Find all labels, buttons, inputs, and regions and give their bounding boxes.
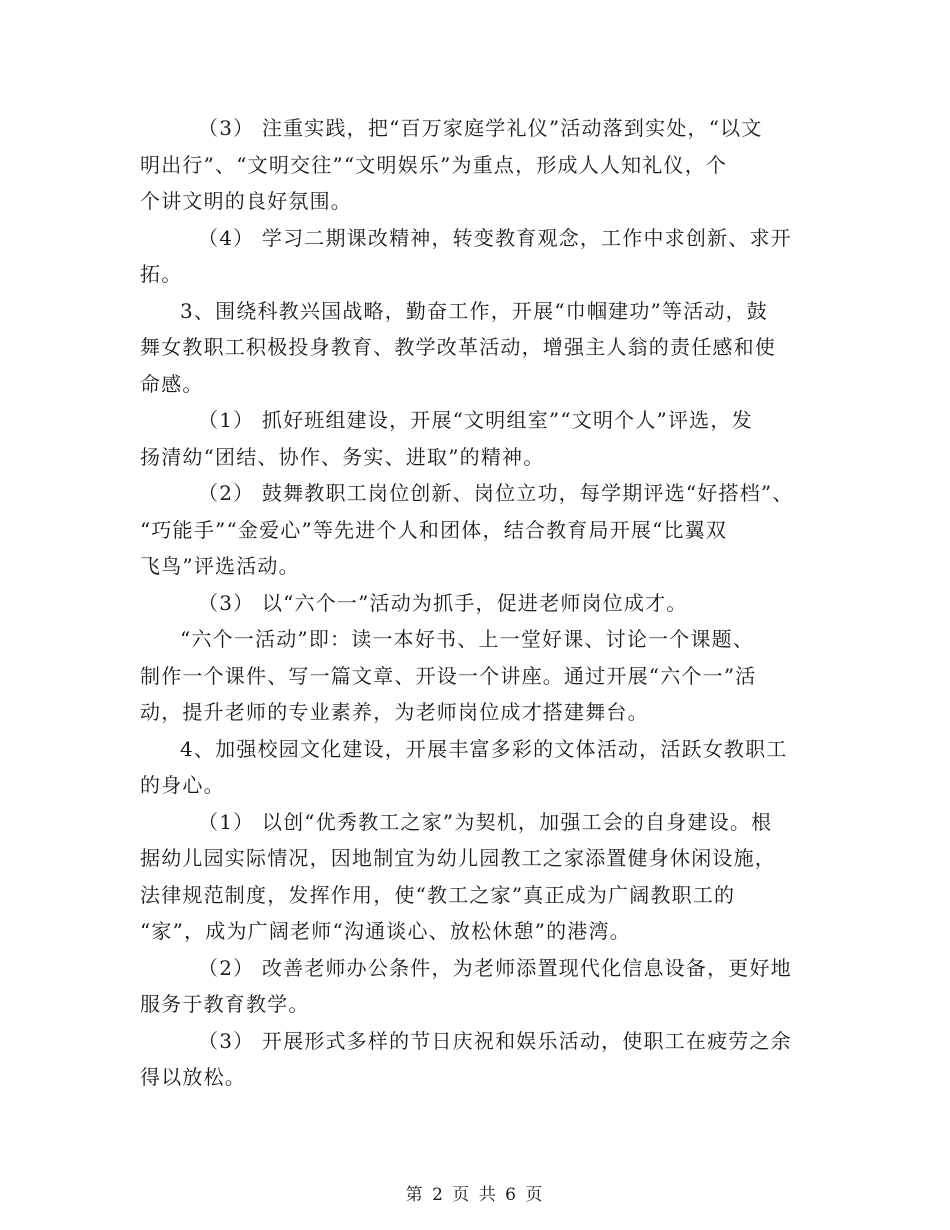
text-line: 命感。 xyxy=(140,371,204,396)
text-line: （4） 学习二期课改精神，转变教育观念，工作中求创新、求开 xyxy=(198,225,792,250)
paragraph xyxy=(140,475,810,585)
text-line: （1） 抓好班组建设，开展“文明组室”“文明个人”评选，发 xyxy=(198,408,753,432)
text-line: （3） 以“六个一”活动为抓手，促进老师岗位成才。 xyxy=(198,590,688,615)
paragraph xyxy=(140,402,810,475)
text-line: 3、围绕科教兴国战略，勤奋工作，开展“巾帼建功”等活动，鼓 xyxy=(180,298,768,323)
paragraph xyxy=(140,804,810,950)
paragraph xyxy=(140,585,810,622)
text-line: “六个一活动”即：读一本好书、上一堂好课、讨论一个课题、 xyxy=(180,627,755,651)
text-line: （2） 鼓舞教职工岗位创新、岗位立功，每学期评选“好搭档”、 xyxy=(198,481,794,505)
text-line: 个讲文明的良好氛围。 xyxy=(140,189,352,213)
text-line: 的身心。 xyxy=(140,773,225,797)
text-line: 飞鸟”评选活动。 xyxy=(140,554,300,578)
text-line: （1） 以创“优秀教工之家”为契机，加强工会的自身建设。根 xyxy=(198,809,773,834)
text-line: （3） 开展形式多样的节日庆祝和娱乐活动，使职工在疲劳之余 xyxy=(198,1028,792,1053)
text-line: 明出行”、“文明交往”“文明娱乐”为重点，形成人人知礼仪，个 xyxy=(140,152,728,177)
text-line: 得以放松。 xyxy=(140,1065,246,1089)
text-line: “巧能手”“金爱心”等先进个人和团体，结合教育局开展“比翼双 xyxy=(140,517,728,542)
text-line: 动，提升老师的专业素养，为老师岗位成才搭建舞台。 xyxy=(140,700,649,724)
text-line: 法律规范制度，发挥作用，使“教工之家”真正成为广阔教职工的 xyxy=(140,882,736,907)
paragraph xyxy=(140,950,810,1023)
page-footer: 第 2 页 共 6 页 xyxy=(405,1185,545,1205)
text-line: 制作一个课件、写一篇文章、开设一个讲座。通过开展“六个一”活 xyxy=(140,663,757,688)
text-line: （2） 改善老师办公条件，为老师添置现代化信息设备，更好地 xyxy=(198,955,792,980)
text-line: 扬清幼“团结、协作、务实、进取”的精神。 xyxy=(140,444,545,469)
text-line: 据幼儿园实际情况，因地制宜为幼儿园教工之家添置健身休闲设施， xyxy=(140,846,776,870)
text-line: 拓。 xyxy=(140,262,183,286)
paragraph xyxy=(140,220,810,293)
paragraph xyxy=(140,621,810,731)
text-line: （3） 注重实践，把“百万家庭学礼仪”活动落到实处，“以文 xyxy=(198,116,763,140)
paragraph xyxy=(140,731,810,804)
paragraph xyxy=(140,293,810,403)
paragraph xyxy=(140,1023,810,1096)
text-line: 舞女教职工积极投身教育、教学改革活动，增强主人翁的责任感和使 xyxy=(140,335,776,359)
text-line: 4、加强校园文化建设，开展丰富多彩的文体活动，活跃女教职工 xyxy=(180,736,788,761)
paragraph xyxy=(140,110,810,220)
text-line: “家”，成为广阔老师“沟通谈心、放松休憩”的港湾。 xyxy=(140,919,631,943)
document-body xyxy=(140,110,810,1096)
text-line: 服务于教育教学。 xyxy=(140,992,310,1016)
